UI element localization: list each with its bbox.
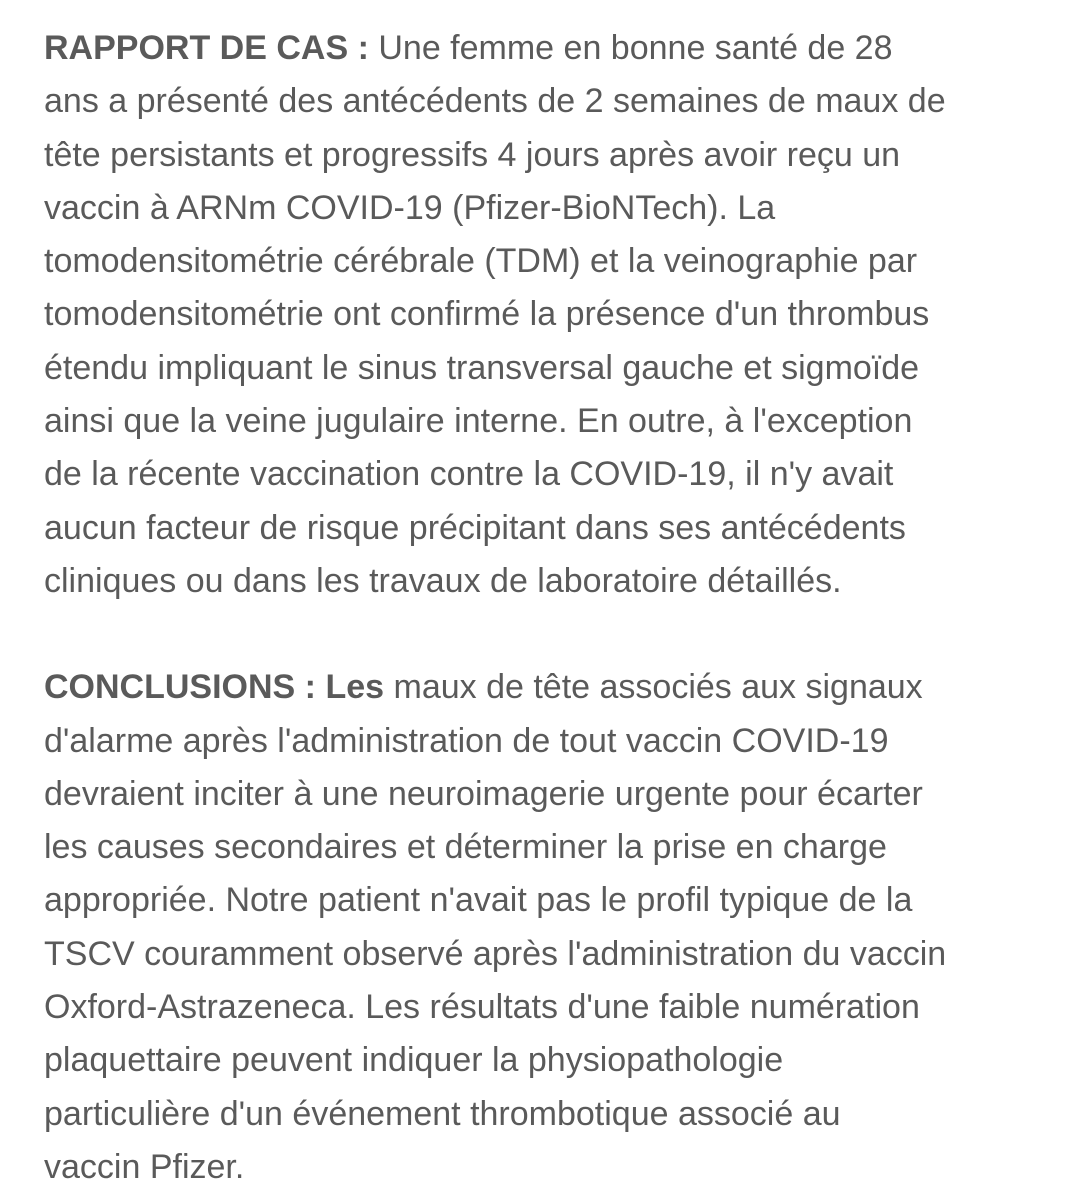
case-report-line: ainsi que la veine jugulaire interne. En outre, à l'exception [44,402,913,441]
conclusions-line: devraient inciter à une neuroimagerie urgente pour écarter [44,774,923,813]
case-report-line: ans a présenté des antécédents de 2 semaines de maux de [44,82,946,121]
conclusions-line: d'alarme après l'administration de tout vaccin COVID-19 [44,721,889,760]
case-report-line: tomodensitométrie ont confirmé la présence d'un thrombus [44,295,930,334]
case-report-line: tomodensitométrie cérébrale (TDM) et la veinographie par [44,242,918,281]
conclusions-line: particulière d'un événement thrombotique associé au [44,1094,841,1133]
case-report-line: vaccin à ARNm COVID-19 (Pfizer-BioNTech). La [44,188,776,227]
case-report-line-1 [44,22,1044,75]
conclusions-text: maux de tête associés aux signaux [384,668,923,707]
case-report-text: Une femme en bonne santé de 28 [368,29,893,67]
paragraph-spacer [44,608,1044,661]
case-report-paragraph [44,22,1044,608]
conclusions-label: CONCLUSIONS : Les [44,668,385,707]
conclusions-line: vaccin Pfizer. [44,1147,245,1186]
case-report-line: étendu impliquant le sinus transversal gauche et sigmoïde [44,348,920,387]
document-body [44,22,1044,1194]
conclusions-line: plaquettaire peuvent indiquer la physiopathologie [44,1041,784,1080]
case-report-line: cliniques ou dans les travaux de laboratoire détaillés. [44,561,842,600]
case-report-label: RAPPORT DE CAS : [44,29,369,67]
conclusions-line: TSCV couramment observé après l'administration du vaccin [44,934,947,973]
case-report-line: tête persistants et progressifs 4 jours après avoir reçu un [44,135,901,174]
case-report-line: aucun facteur de risque précipitant dans ses antécédents [44,508,906,547]
conclusions-paragraph [44,661,1044,1194]
conclusions-line: appropriée. Notre patient n'avait pas le profil typique de la [44,881,913,920]
case-report-line: de la récente vaccination contre la COVID-19, il n'y avait [44,455,894,494]
conclusions-line: les causes secondaires et déterminer la prise en charge [44,828,887,867]
conclusions-line-1 [44,661,1044,714]
conclusions-line: Oxford-Astrazeneca. Les résultats d'une faible numération [44,988,920,1027]
